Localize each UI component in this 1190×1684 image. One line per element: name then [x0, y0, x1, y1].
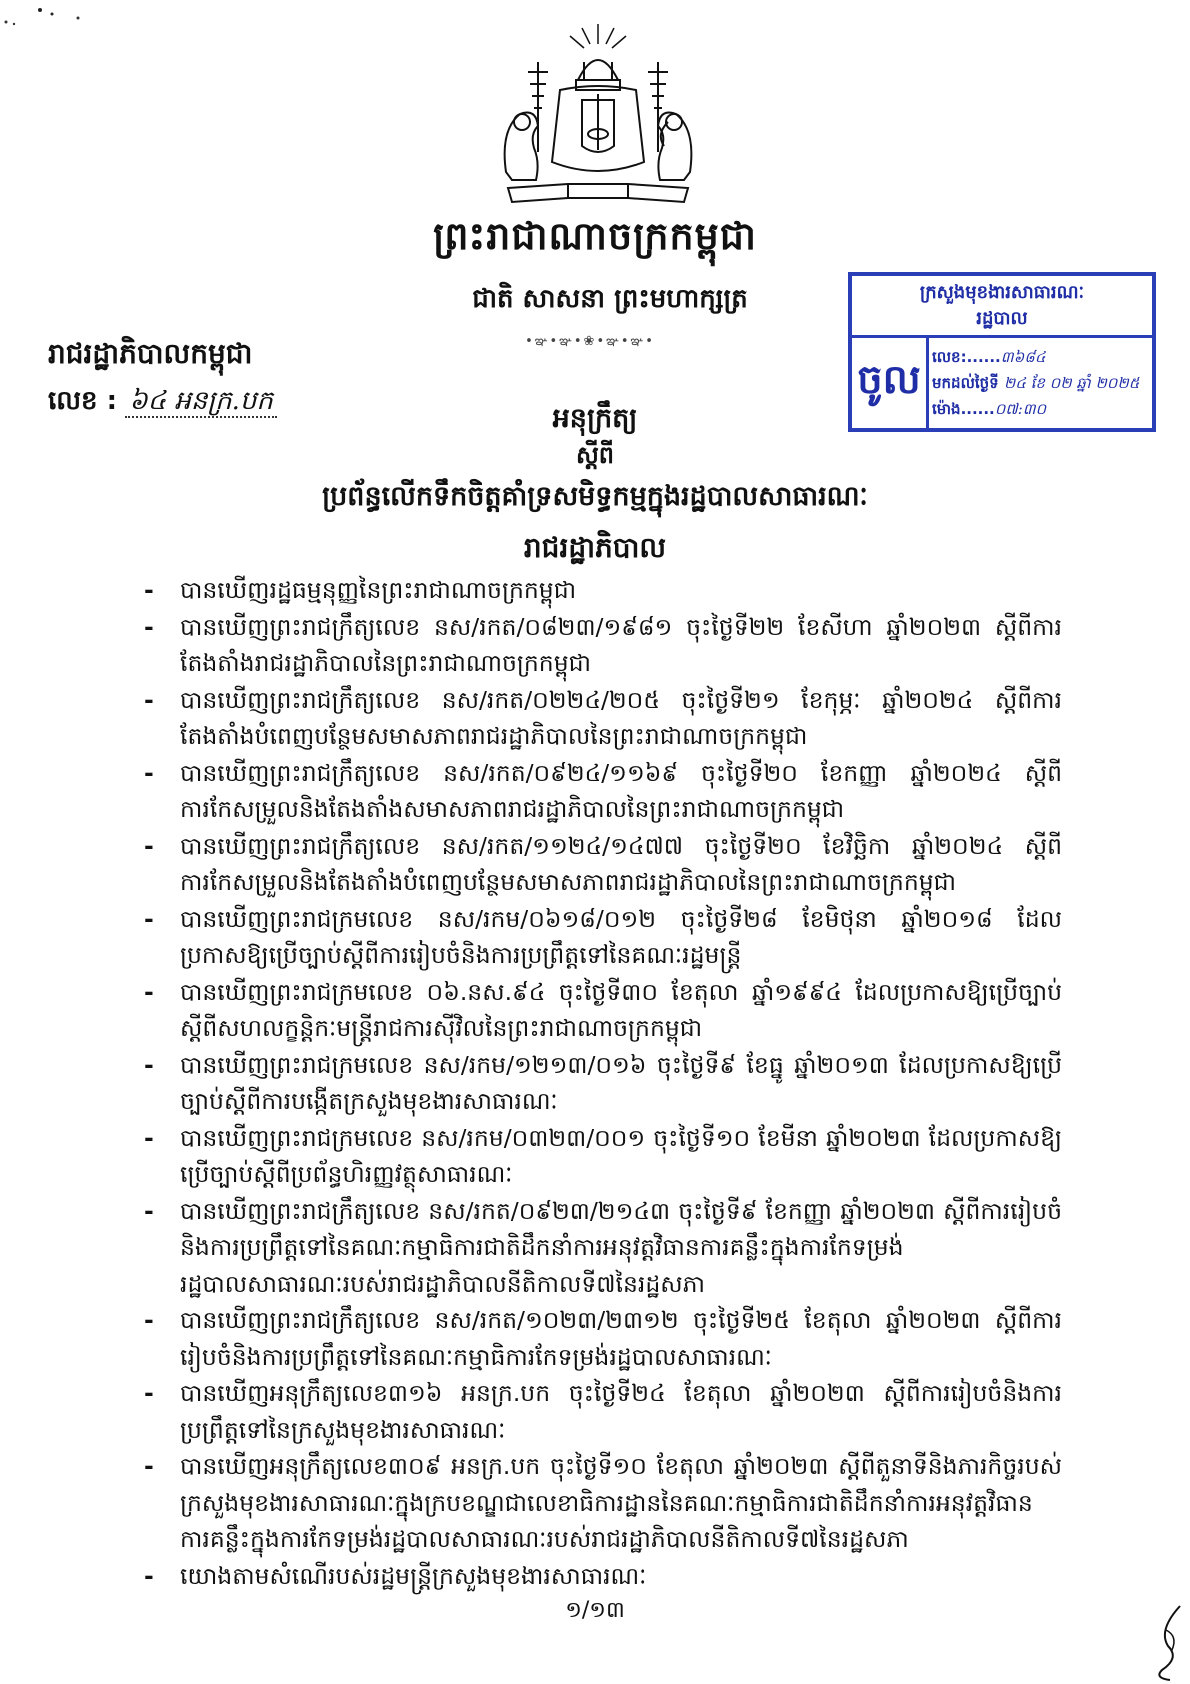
- scan-specks: [0, 0, 90, 30]
- list-item: - បានឃើញព្រះរាជក្រឹត្យលេខ នស/រកត/០៨២៣/១៩៨១ ចុះថ្ងៃទី២២ ខែសីហា ឆ្នាំ២០២៣ ស្តីពីការតែងតាំងរាជរដ្ឋាភិបាលនៃព្រះរាជាណាចក្រកម្ពុជា: [144, 609, 1062, 682]
- list-item: - បានឃើញអនុក្រឹត្យលេខ៣០៩ អនក្រ.បក ចុះថ្ងៃទី១០ ខែតុលា ឆ្នាំ២០២៣ ស្តីពីតួនាទីនិងភារកិច្ចរបស់ក្រសួងមុខងារសាធារណៈក្នុងក្របខណ្ឌជាលេខាធិការដ្ឋាននៃគណៈកម្មាធិការជាតិដឹកនាំការអនុវត្តវិធានការគន្លឹះក្នុងការកែទម្រង់រដ្ឋបាលសាធារណៈរបស់រាជរដ្ឋាភិបាលនីតិកាលទី៧នៃរដ្ឋសភា: [144, 1448, 1062, 1558]
- document-type: អនុក្រឹត្យ: [552, 403, 638, 434]
- kingdom-title: ព្រះរាជាណាចក្រកម្ពុជា: [433, 214, 757, 258]
- stamp-header: [852, 276, 1152, 338]
- page-number: ១/១៣: [565, 1598, 625, 1623]
- list-item: - យោងតាមសំណើរបស់រដ្ឋមន្ត្រីក្រសួងមុខងារសាធារណៈ: [144, 1558, 1062, 1595]
- about-label: ស្តីពី: [575, 441, 615, 469]
- handwritten-initial-mark: [1150, 1600, 1190, 1684]
- stamp-date-value: ២៤ ខែ ០២ ឆ្នាំ ២០២៥: [1003, 374, 1140, 392]
- stamp-date-label: មកដល់ថ្ងៃទី: [932, 374, 1004, 392]
- stamp-incoming-mark: ចូល: [852, 338, 929, 428]
- ornament-divider: •ఞ•ఞ•❀•ఞ•ఞ•: [525, 334, 655, 349]
- stamp-date-row: [932, 370, 1146, 396]
- stamp-number-label: លេខ:......: [932, 348, 1001, 366]
- list-item: - បានឃើញព្រះរាជក្រឹត្យលេខ នស/រកត/០២២៤/២០៥ ចុះថ្ងៃទី២១ ខែកុម្ភៈ ឆ្នាំ២០២៤ ស្តីពីការតែងតាំងបំពេញបន្ថែមសមាសភាពរាជរដ្ឋាភិបាលនៃព្រះរាជាណាចក្រកម្ពុជា: [144, 682, 1062, 755]
- stamp-time-value: ០៧:៣០: [994, 400, 1047, 418]
- document-number-value: ៦៤ អនក្រ.បក: [125, 386, 277, 418]
- list-item: - បានឃើញព្រះរាជក្រឹត្យលេខ នស/រកត/១០២៣/២៣១២ ចុះថ្ងៃទី២៥ ខែតុលា ឆ្នាំ២០២៣ ស្តីពីការរៀបចំនិងការប្រព្រឹត្តទៅនៃគណៈកម្មាធិការកែទម្រង់រដ្ឋបាលសាធារណៈ: [144, 1302, 1062, 1375]
- document-subject: ប្រព័ន្ធលើកទឹកចិត្តគាំទ្រសមិទ្ធកម្មក្នុងរដ្ឋបាលសាធារណៈ: [322, 481, 868, 512]
- national-motto: ជាតិ សាសនា ព្រះមហាក្សត្រ: [472, 284, 748, 314]
- list-item: - បានឃើញអនុក្រឹត្យលេខ៣១៦ អនក្រ.បក ចុះថ្ងៃទី២៤ ខែតុលា ឆ្នាំ២០២៣ ស្តីពីការរៀបចំនិងការប្រព្រឹត្តទៅនៃក្រសួងមុខងារសាធារណៈ: [144, 1375, 1062, 1448]
- stamp-number-row: [932, 344, 1146, 370]
- issuing-government: រាជរដ្ឋាភិបាលកម្ពុជា: [48, 337, 253, 370]
- list-item: - បានឃើញព្រះរាជក្រឹត្យលេខ នស/រកត/០៩២៣/២១៤៣ ចុះថ្ងៃទី៩ ខែកញ្ញា ឆ្នាំ២០២៣ ស្តីពីការរៀបចំនិងការប្រព្រឹត្តទៅនៃគណៈកម្មាធិការជាតិដឹកនាំការអនុវត្តវិធានការគន្លឹះក្នុងការកែទម្រង់រដ្ឋបាលសាធារណៈរបស់រាជរដ្ឋាភិបាលនីតិកាលទី៧នៃរដ្ឋសភា: [144, 1193, 1062, 1303]
- stamp-time-label: ម៉ោង......: [932, 400, 995, 418]
- issuer-heading: រាជរដ្ឋាភិបាល: [523, 531, 667, 564]
- preamble-clauses: [144, 572, 1062, 1594]
- stamp-number-value: ៣៦៨៤: [1000, 348, 1046, 366]
- list-item: - បានឃើញព្រះរាជក្រមលេខ នស/រកម/០៦១៨/០១២ ចុះថ្ងៃទី២៨ ខែមិថុនា ឆ្នាំ២០១៨ ដែលប្រកាសឱ្យប្រើច្បាប់ស្តីពីការរៀបចំនិងការប្រព្រឹត្តទៅនៃគណៈរដ្ឋមន្ត្រី: [144, 901, 1062, 974]
- list-item: - បានឃើញព្រះរាជក្រមលេខ ០៦.នស.៩៤ ចុះថ្ងៃទី៣០ ខែតុលា ឆ្នាំ១៩៩៤ ដែលប្រកាសឱ្យប្រើច្បាប់ស្តីពីសហលក្ខន្តិកៈមន្ត្រីរាជការស៊ីវិលនៃព្រះរាជាណាចក្រកម្ពុជា: [144, 974, 1062, 1047]
- royal-coat-of-arms-emblem: [478, 22, 718, 212]
- stamp-subtitle: រដ្ឋបាល: [976, 308, 1028, 329]
- list-item: - បានឃើញរដ្ឋធម្មនុញ្ញនៃព្រះរាជាណាចក្រកម្ពុជា: [144, 572, 1062, 609]
- document-number-label: លេខ :: [48, 386, 117, 416]
- list-item: - បានឃើញព្រះរាជក្រមលេខ នស/រកម/០៣២៣/០០១ ចុះថ្ងៃទី១០ ខែមីនា ឆ្នាំ២០២៣ ដែលប្រកាសឱ្យប្រើច្បាប់ស្តីពីប្រព័ន្ធហិរញ្ញវត្ថុសាធារណៈ: [144, 1120, 1062, 1193]
- list-item: - បានឃើញព្រះរាជក្រមលេខ នស/រកម/១២១៣/០១៦ ចុះថ្ងៃទី៩ ខែធ្នូ ឆ្នាំ២០១៣ ដែលប្រកាសឱ្យប្រើច្បាប់ស្តីពីការបង្កើតក្រសួងមុខងារសាធារណៈ: [144, 1047, 1062, 1120]
- list-item: - បានឃើញព្រះរាជក្រឹត្យលេខ នស/រកត/១១២៤/១៤៧៧ ចុះថ្ងៃទី២០ ខែវិច្ឆិកា ឆ្នាំ២០២៤ ស្តីពីការកែសម្រួលនិងតែងតាំងបំពេញបន្ថែមសមាសភាពរាជរដ្ឋាភិបាលនៃព្រះរាជាណាចក្រកម្ពុជា: [144, 828, 1062, 901]
- list-item: - បានឃើញព្រះរាជក្រឹត្យលេខ នស/រកត/០៩២៤/១១៦៩ ចុះថ្ងៃទី២០ ខែកញ្ញា ឆ្នាំ២០២៤ ស្តីពីការកែសម្រួលនិងតែងតាំងសមាសភាពរាជរដ្ឋាភិបាលនៃព្រះរាជាណាចក្រកម្ពុជា: [144, 755, 1062, 828]
- stamp-title: ក្រសួងមុខងារសាធារណៈ: [919, 282, 1085, 303]
